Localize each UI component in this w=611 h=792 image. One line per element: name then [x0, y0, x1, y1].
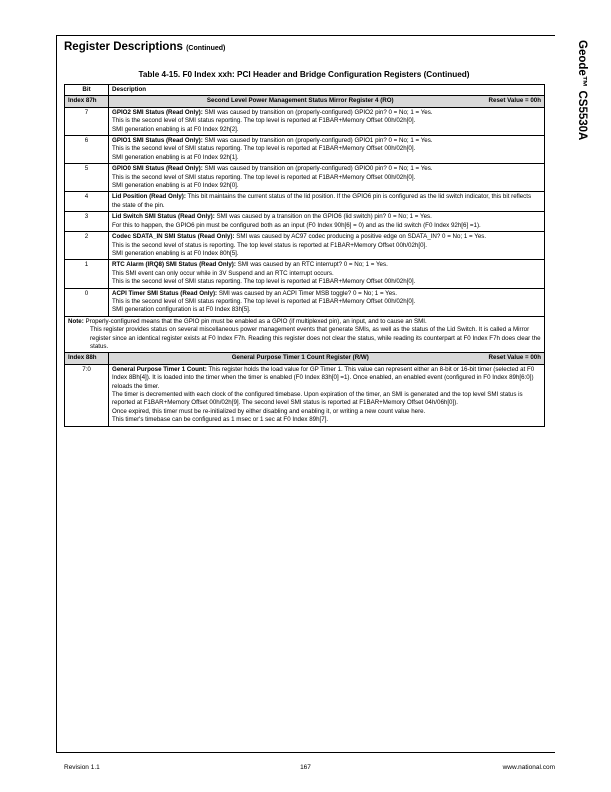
- bit-row: [65, 107, 545, 135]
- register-note-row: [65, 316, 545, 353]
- bit-number: 5: [65, 164, 109, 192]
- section-title: [64, 41, 225, 53]
- field-detail: SMI generation configuration is at F0 Index 83h[5].: [112, 306, 251, 314]
- field-detail: This is the second level of SMI status reporting. The top level is reported at F1BAR+Memory Offset 00h/02h[0].: [112, 297, 416, 305]
- bit-number: 7:0: [65, 364, 109, 426]
- field-text: SMI was caused by transition on (properly-configured) GPIO2 pin? 0 = No; 1 = Yes.: [204, 108, 433, 116]
- field-detail: SMI generation enabling is at F0 Index 92h[1].: [112, 153, 239, 161]
- field-detail: This SMI event can only occur while in 3V Suspend and an RTC interrupt occurs.: [112, 269, 334, 277]
- field-name: Lid Switch SMI Status (Read Only):: [112, 213, 215, 221]
- bit-description: [109, 107, 545, 135]
- bit-description: [109, 288, 545, 316]
- register-index: Index 87h: [65, 96, 109, 107]
- bit-row: [65, 288, 545, 316]
- footer-website: www.national.com: [502, 764, 555, 771]
- bit-number: 3: [65, 212, 109, 232]
- field-detail: Once expired, this timer must be re-initialized by either disabling and enabling it, or writing a new count value here.: [112, 407, 426, 415]
- bit-description-first-line: [112, 109, 541, 117]
- register-heading-cell: [109, 353, 545, 364]
- register-title: Second Level Power Management Status Mirror Register 4 (RO): [206, 97, 394, 105]
- field-text: SMI was caused by an ACPI Timer MSB toggle? 0 = No; 1 = Yes.: [218, 289, 397, 297]
- register-reset-value: Reset Value = 00h: [488, 354, 541, 362]
- register-88-body: [65, 353, 545, 426]
- register-index-row: [65, 96, 545, 107]
- bit-row: [65, 232, 545, 260]
- bit-number: 0: [65, 288, 109, 316]
- note-first-text: Properly-configured means that the GPIO pin must be enabled as a GPIO (if multiplexed pin), an input, and to cause an SMI.: [85, 317, 427, 325]
- note-label: Note:: [68, 317, 84, 325]
- field-detail: SMI generation enabling is at F0 Index 92h[2].: [112, 125, 239, 133]
- bit-description-first-line: [112, 213, 541, 221]
- register-reset-value: Reset Value = 00h: [488, 97, 541, 105]
- field-name: GPIO2 SMI Status (Read Only):: [112, 108, 203, 116]
- field-text: SMI was caused by a transition on the GPIO6 (lid switch) pin? 0 = No; 1 = Yes.: [216, 213, 432, 221]
- bit-description-first-line: [112, 261, 541, 269]
- field-name: RTC Alarm (IRQ8) SMI Status (Read Only):: [112, 261, 236, 269]
- register-title: General Purpose Timer 1 Count Register (R/W): [231, 354, 369, 362]
- field-text: This register holds the load value for GP Timer 1. This value can represent either an 8-bit or 16-bit timer (selected at F0 Index 8Bh[4]). It is loaded into the timer when the timer is enabled (F0 Index 83h[0] =1). Once enabled, an enabled event (configured in F0 Index 89h[6:0]) reloads the timer.: [112, 365, 535, 390]
- bit-row: [65, 192, 545, 212]
- bit-number: 6: [65, 136, 109, 164]
- frame-left-rule: [56, 35, 57, 753]
- bit-row: [65, 164, 545, 192]
- register-index-row: [65, 353, 545, 364]
- bit-description: [109, 136, 545, 164]
- frame-top-rule: [56, 35, 555, 36]
- side-title-text: Geode™ CS5530A: [576, 40, 588, 141]
- field-text: SMI was caused by AC97 codec producing a positive edge on SDATA_IN? 0 = No; 1 = Yes.: [236, 233, 487, 241]
- field-detail: SMI generation enabling is at F0 Index 80h[5].: [112, 249, 239, 257]
- register-index: Index 88h: [65, 353, 109, 364]
- register-87-body: [65, 96, 545, 353]
- bit-description-first-line: [112, 137, 541, 145]
- bit-row: [65, 260, 545, 288]
- bit-row: [65, 212, 545, 232]
- note-body: This register provides status on several miscellaneous power management events that generate SMIs, as well as the status of the Lid Switch. It is called a Mirror register since an identical register exists at F0 Index F7h. Reading this register does not clear the status, while reading its counterpart at F0 Index F7h does clear the status.: [90, 326, 541, 350]
- bit-description: [109, 364, 545, 426]
- section-title-text: Register Descriptions: [64, 41, 183, 53]
- footer-page-number: 167: [300, 764, 311, 771]
- bit-description-first-line: [112, 233, 541, 241]
- field-name: Lid Position (Read Only):: [112, 193, 186, 201]
- bit-description-first-line: [112, 193, 541, 210]
- bit-number: 4: [65, 192, 109, 212]
- section-title-suffix: (Continued): [186, 45, 226, 52]
- field-text: This bit maintains the current status of the lid position. If the GPIO6 pin is configured as the lid switch indicator, this bit reflects the state of the pin.: [112, 193, 532, 209]
- field-detail: This timer's timebase can be configured as 1 msec or 1 sec at F0 Index 89h[7].: [112, 416, 329, 424]
- table-header-row: [65, 85, 545, 96]
- bit-number: 1: [65, 260, 109, 288]
- column-header-bit: Bit: [65, 85, 109, 96]
- register-heading: [112, 97, 541, 105]
- frame-bottom-rule: [56, 752, 555, 753]
- field-name: Codec SDATA_IN SMI Status (Read Only):: [112, 233, 235, 241]
- column-header-description: Description: [109, 85, 545, 96]
- field-detail: This is the second level of SMI status reporting. The top level is reported at F1BAR+Memory Offset 00h/02h[0].: [112, 145, 416, 153]
- field-detail: The timer is decremented with each clock of the configured timebase. Upon expiration of the timer, an SMI is generated and the top level SMI status is reported at F1BAR+Memory Offset 00h/02h[9]. The second level SMI status is reported at F1BAR+Memory Offset 04h/06h[0]).: [112, 391, 523, 407]
- note-first-line: [68, 318, 541, 326]
- field-detail: SMI generation enabling is at F0 Index 92h[0].: [112, 182, 239, 190]
- bit-row: [65, 364, 545, 426]
- bit-description: [109, 164, 545, 192]
- bit-description-first-line: [112, 290, 541, 298]
- register-table: [64, 84, 545, 427]
- field-name: GPIO0 SMI Status (Read Only):: [112, 165, 203, 173]
- field-text: SMI was caused by an RTC interrupt? 0 = No; 1 = Yes.: [237, 261, 388, 269]
- field-name: GPIO1 SMI Status (Read Only):: [112, 137, 203, 145]
- register-heading-cell: [109, 96, 545, 107]
- bit-description: [109, 212, 545, 232]
- field-detail: For this to happen, the GPIO6 pin must be configured both as an input (F0 Index 90h[6] = 0) and as the lid switch (F0 Index 92h[6] =1).: [112, 221, 481, 229]
- field-detail: This is the second level of status is reporting. The top level status is reported at F1BAR+Memory Offset 00h/02h[0].: [112, 241, 427, 249]
- field-detail: This is the second level of SMI status reporting. The top level is reported at F1BAR+Memory Offset 00h/02h[0].: [112, 173, 416, 181]
- field-name: General Purpose Timer 1 Count:: [112, 365, 207, 373]
- field-detail: This is the second level of SMI status reporting. The top level is reported at F1BAR+Memory Offset 00h/02h[0].: [112, 117, 416, 125]
- side-title: [566, 40, 590, 340]
- bit-description: [109, 192, 545, 212]
- table-title: Table 4-15. F0 Index xxh: PCI Header and Bridge Configuration Registers (Continued): [138, 70, 470, 79]
- bit-description-first-line: [112, 165, 541, 173]
- field-text: SMI was caused by transition on (properly-configured) GPIO1 pin? 0 = No; 1 = Yes.: [204, 137, 433, 145]
- bit-description: [109, 232, 545, 260]
- bit-row: [65, 136, 545, 164]
- bit-number: 2: [65, 232, 109, 260]
- field-text: SMI was caused by transition on (properly-configured) GPIO0 pin? 0 = No; 1 = Yes.: [204, 165, 433, 173]
- field-name: ACPI Timer SMI Status (Read Only):: [112, 289, 218, 297]
- bit-description-first-line: [112, 366, 541, 391]
- bit-description: [109, 260, 545, 288]
- register-heading: [112, 354, 541, 362]
- field-detail: This is the second level of SMI status reporting. The top level is reported at F1BAR+Memory Offset 00h/02h[0].: [112, 278, 416, 286]
- footer-revision: Revision 1.1: [64, 764, 100, 771]
- register-note: [65, 316, 545, 353]
- bit-number: 7: [65, 107, 109, 135]
